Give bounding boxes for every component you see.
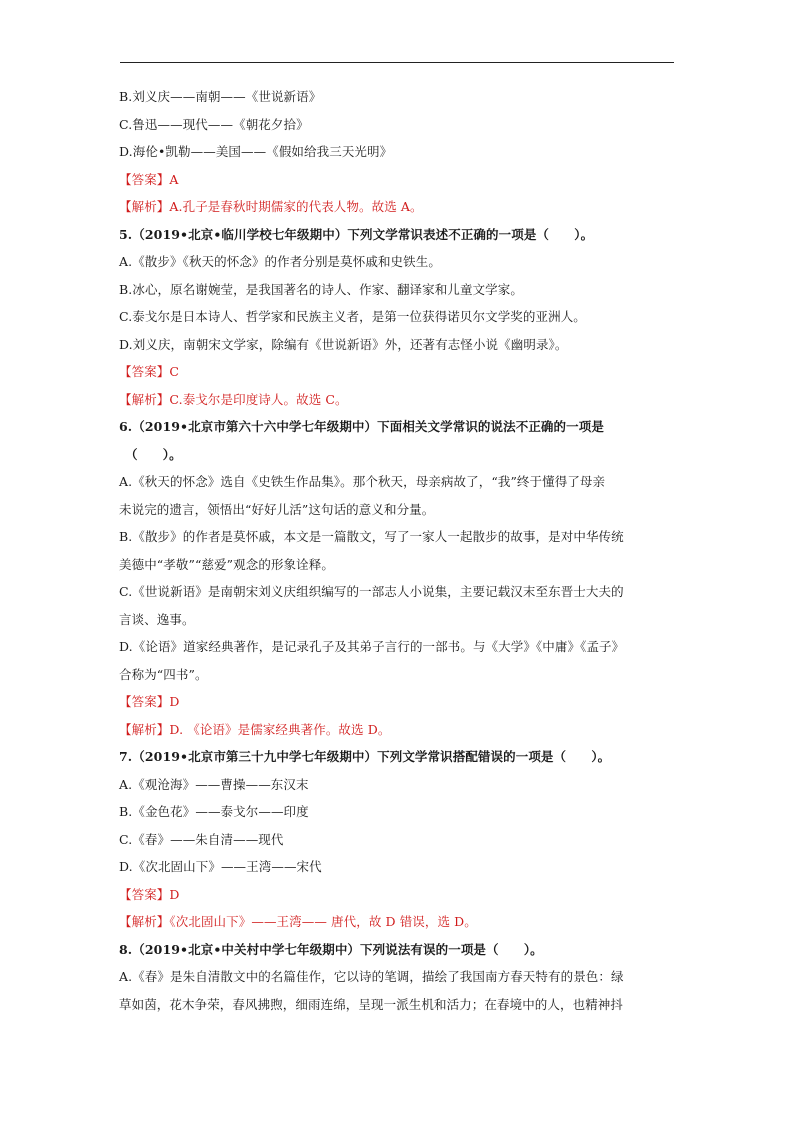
question-6: 6.（2019•北京市第六十六中学七年级期中）下面相关文学常识的说法不正确的一项是: [119, 419, 604, 434]
question-7: 7.（2019•北京市第三十九中学七年级期中）下列文学常识搭配错误的一项是（ ）。: [119, 749, 611, 764]
option-line: B.《散步》的作者是莫怀戚，本文是一篇散文，写了一家人一起散步的故事，是对中华传统: [119, 529, 624, 544]
analysis-line: 【解析】《次北固山下》——王湾—— 唐代，故 D 错误，选 D。: [119, 914, 477, 929]
option-line: 美德中“孝敬”“慈爱”观念的形象诠释。: [119, 556, 334, 572]
option-line: D.海伦•凯勒——美国——《假如给我三天光明》: [119, 144, 393, 159]
option-line: B.冰心，原名谢婉莹，是我国著名的诗人、作家、翻译家和儿童文学家。: [119, 281, 523, 297]
answer-line: 【答案】D: [119, 694, 180, 709]
option-line: A.《散步》《秋天的怀念》的作者分别是莫怀戚和史铁生。: [119, 254, 441, 269]
option-line: D.《论语》道家经典著作，是记录孔子及其弟子言行的一部书。与《大学》《中庸》《孟子》: [119, 639, 625, 654]
option-line: 合称为“四书”。: [119, 666, 208, 682]
header-rule: [120, 62, 674, 63]
option-line: 言谈、逸事。: [119, 611, 195, 627]
answer-line: 【答案】C: [119, 364, 180, 379]
option-line: A.《秋天的怀念》选自《史铁生作品集》。那个秋天，母亲病故了，“我”终于懂得了母亲: [119, 474, 606, 489]
analysis-line: 【解析】C.泰戈尔是印度诗人。故选 C。: [119, 391, 348, 407]
option-line: D.《次北固山下》——王湾——宋代: [119, 859, 322, 874]
option-line: B.刘义庆——南朝——《世说新语》: [119, 89, 322, 104]
option-line: A.《春》是朱自清散文中的名篇佳作，它以诗的笔调，描绘了我国南方春天特有的景色：绿: [119, 969, 624, 984]
option-line: A.《观沧海》——曹操——东汉末: [119, 776, 309, 792]
option-line: 草如茵，花木争荣，春风拂煦，细雨连绵，呈现一派生机和活力；在春境中的人，也精神抖: [119, 996, 624, 1012]
document-body: [119, 88, 679, 1023]
option-line: D.刘义庆，南朝宋文学家，除编有《世说新语》外，还著有志怪小说《幽明录》。: [119, 336, 568, 352]
analysis-line: 【解析】A.孔子是春秋时期儒家的代表人物。故选 A。: [119, 199, 423, 214]
answer-line: 【答案】A: [119, 171, 179, 187]
option-line: B.《金色花》——泰戈尔——印度: [119, 804, 309, 819]
option-line: C.泰戈尔是日本诗人、哲学家和民族主义者，是第一位获得诺贝尔文学奖的亚洲人。: [119, 309, 586, 324]
question-6-blank: （ ）。: [125, 446, 182, 462]
question-5: 5.（2019•北京•临川学校七年级期中）下列文学常识表述不正确的一项是（ ）。: [119, 226, 594, 242]
analysis-line: 【解析】D. 《论语》是儒家经典著作。故选 D。: [119, 721, 391, 737]
option-line: 未说完的遗言，领悟出“好好儿活”这句话的意义和分量。: [119, 501, 435, 517]
question-8: 8.（2019•北京•中关村中学七年级期中）下列说法有误的一项是（ ）。: [119, 941, 543, 957]
option-line: C.《世说新语》是南朝宋刘义庆组织编写的一部志人小说集，主要记载汉末至东晋士大夫的: [119, 584, 624, 599]
option-line: C.鲁迅——现代——《朝花夕拾》: [119, 116, 309, 132]
option-line: C.《春》——朱自清——现代: [119, 831, 284, 847]
answer-line: 【答案】D: [119, 886, 180, 902]
